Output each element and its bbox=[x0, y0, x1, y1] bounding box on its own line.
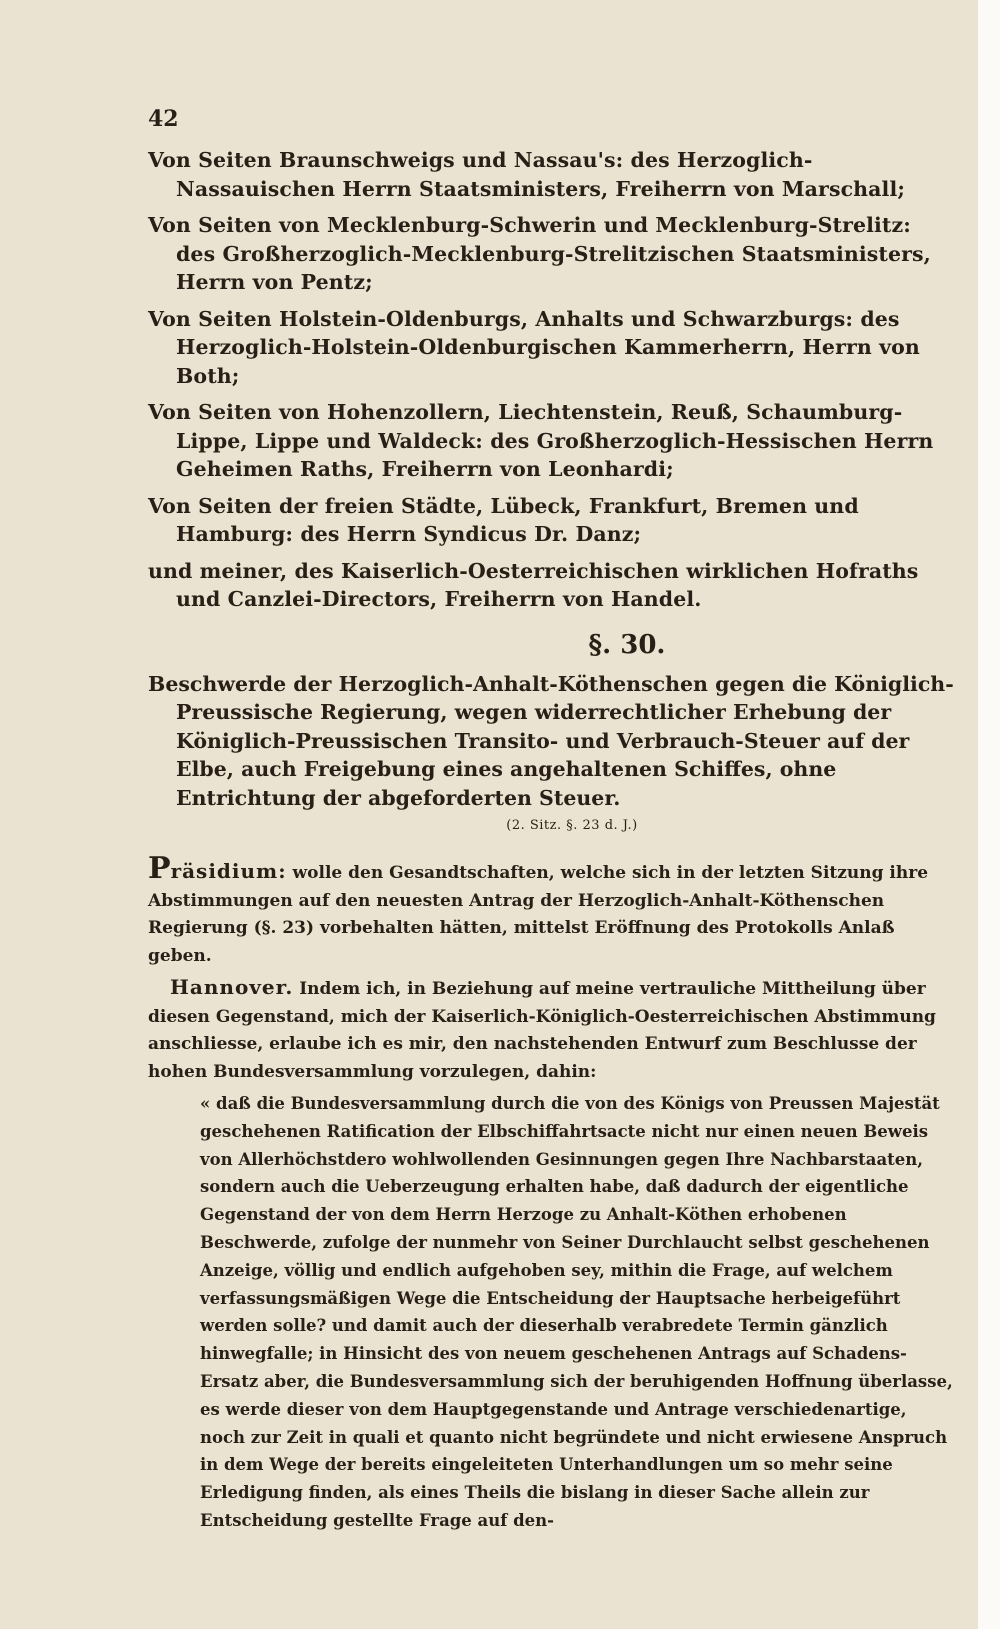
speaker-label: räsidium: bbox=[170, 859, 287, 883]
delegation-paragraph: Von Seiten der freien Städte, Lübeck, Frankfurt, Bremen und Hamburg: des Herrn Syndicus Dr. Danz; bbox=[148, 493, 859, 546]
quoted-draft-resolution: « daß die Bundesversammlung durch die von des Königs von Preussen Majestät geschehenen Ratification der Elbschiffahrtsacte nicht nur einen neuen Beweis von Allerhöchstdero wohlwollenden Gesinnungen gegen Ihre Nachbarstaaten, sondern auch die Ueberzeugung erhalten habe, daß dadurch der eigentliche Gegenstand der von dem Herrn Herzoge zu Anhalt-Köthen erhobenen Beschwerde, zufolge der nunmehr von Seiner Durchlaucht selbst geschehenen Anzeige, völlig und endlich aufgehoben sey, mithin die Frage, auf welchem verfassungsmäßigen Wege die Entscheidung der Hauptsache herbeigeführt werden solle? und damit auch der dieserhalb verabredete Termin gänzlich hinwegfalle; in Hinsicht des von neuem geschehenen Antrags auf Schadens-Ersatz aber, die Bundesversammlung sich der beruhigenden Hoffnung überlasse, es werde dieser von dem Hauptgegenstande und Antrage verschiedenartige, noch zur Zeit in quali et quanto nicht begründete und nicht erwiesene Anspruch in dem Wege der bereits eingeleiteten Unterhandlungen um so mehr seine Erledigung finden, als eines Theils die bislang in dieser Sache allein zur Entscheidung gestellte Frage auf den- bbox=[200, 1094, 953, 1530]
drop-cap: P bbox=[148, 851, 171, 886]
praesidium-paragraph bbox=[148, 851, 956, 970]
delegation-paragraph: Von Seiten von Hohenzollern, Liechtenstein, Reuß, Schaumburg-Lippe, Lippe und Waldeck: des Großherzoglich-Hessischen Herrn Geheimen Raths, Freiherrn von Leonhardi; bbox=[148, 400, 934, 481]
section-number: §. 30. bbox=[588, 629, 666, 660]
speaker-label: Hannover. bbox=[170, 975, 294, 999]
hannover-text: Indem ich, in Beziehung auf meine vertrauliche Mittheilung über diesen Gegenstand, mich der Kaiserlich-Königlich-Oesterreichischen Abstimmung anschliesse, erlaube ich es mir, den nachstehenden Entwurf zum Beschlusse der hohen Bundesversammlung vorzulegen, dahin: bbox=[148, 979, 936, 1082]
page-content bbox=[148, 146, 956, 1535]
praesidium-text: wolle den Gesandtschaften, welche sich in der letzten Sitzung ihre Abstimmungen auf den neuesten Antrag der Herzoglich-Anhalt-Köthenschen Regierung (§. 23) vorbehalten hätten, mittelst Eröffnung des Protokolls Anlaß geben. bbox=[148, 863, 929, 966]
hannover-paragraph bbox=[148, 974, 956, 1086]
section-reference: (2. Sitz. §. 23 d. J.) bbox=[506, 818, 638, 833]
closing-paragraph: und meiner, des Kaiserlich-Oesterreichischen wirklichen Hofraths und Canzlei-Directors, Freiherrn von Handel. bbox=[148, 558, 919, 611]
delegation-paragraph: Von Seiten von Mecklenburg-Schwerin und Mecklenburg-Strelitz: des Großherzoglich-Mecklenburg-Strelitzischen Staatsministers, Herrn von Pentz; bbox=[148, 213, 931, 294]
delegation-paragraph: Von Seiten Holstein-Oldenburgs, Anhalts und Schwarzburgs: des Herzoglich-Holstein-Oldenburgischen Kammerherrn, Herrn von Both; bbox=[148, 306, 920, 388]
page-number: 42 bbox=[148, 106, 179, 132]
delegation-paragraph: Von Seiten Braunschweigs und Nassau's: des Herzoglich-Nassauischen Herrn Staatsministers, Freiherrn von Marschall; bbox=[148, 148, 906, 201]
page-edge bbox=[978, 0, 1000, 1629]
section-title: Beschwerde der Herzoglich-Anhalt-Köthenschen gegen die Königlich-Preussische Regierung, wegen widerrechtlicher Erhebung der Königlich-Preussischen Transito- und Verbrauch-Steuer auf der Elbe, auch Freigebung eines angehaltenen Schiffes, ohne Entrichtung der abgeforderten Steuer. bbox=[148, 671, 954, 810]
